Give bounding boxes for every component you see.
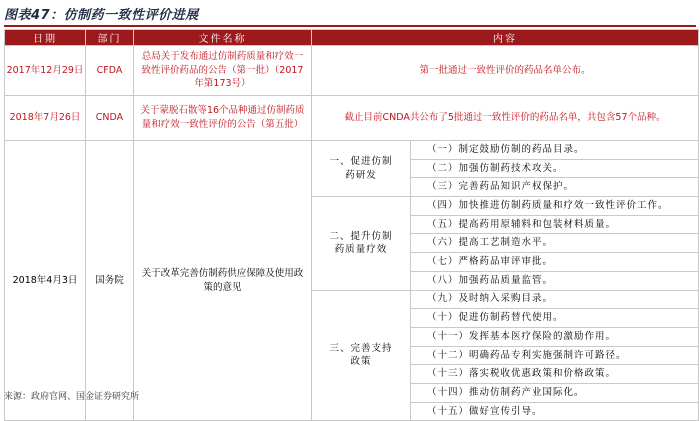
row-dept: CFDA — [86, 46, 134, 96]
policy-item: （七）严格药品审评审批。 — [411, 253, 699, 272]
policy-group-label: 一、促进仿制药研发 — [312, 141, 411, 197]
row-content: 截止目前CNDA共公布了5批通过一致性评价的药品名单，共包含57个品种。 — [312, 96, 699, 141]
row-content: 第一批通过一致性评价的药品名单公布。 — [312, 46, 699, 96]
policy-item: （二）加强仿制药技术攻关。 — [411, 159, 699, 178]
policy-item: （十一）发挥基本医疗保险的激励作用。 — [411, 327, 699, 346]
policy-item: （十三）落实税收优惠政策和价格政策。 — [411, 365, 699, 384]
policy-item: （十）促进仿制药替代使用。 — [411, 309, 699, 328]
policy-dept: 国务院 — [86, 141, 134, 421]
policy-item: （六）提高工艺制造水平。 — [411, 234, 699, 253]
row-date: 2017年12月29日 — [5, 46, 86, 96]
table-row — [5, 96, 699, 141]
policy-table — [4, 29, 699, 421]
policy-doc: 关于改革完善仿制药供应保障及使用政策的意见 — [134, 141, 312, 421]
header-row — [5, 30, 699, 46]
row-date: 2018年7月26日 — [5, 96, 86, 141]
title-underline — [4, 25, 696, 27]
policy-item: （十五）做好宣传引导。 — [411, 402, 699, 421]
figure-title: 图表47：仿制药一致性评价进展 — [4, 8, 199, 23]
policy-item: （八）加强药品质量监管。 — [411, 271, 699, 290]
table-row — [5, 141, 699, 160]
policy-item: （三）完善药品知识产权保护。 — [411, 178, 699, 197]
row-dept: CNDA — [86, 96, 134, 141]
row-doc: 关于蒙脱石散等16个品种通过仿制药质量和疗效一致性评价的公告（第五批） — [134, 96, 312, 141]
table-row — [5, 46, 699, 96]
policy-item: （九）及时纳入采购目录。 — [411, 290, 699, 309]
header-dept: 部门 — [86, 30, 134, 46]
policy-item: （十四）推动仿制药产业国际化。 — [411, 383, 699, 402]
policy-item: （四）加快推进仿制药质量和疗效一致性评价工作。 — [411, 197, 699, 216]
source-note: 来源：政府官网、国金证券研究所 — [4, 392, 140, 402]
policy-item: （五）提高药用原辅料和包装材料质量。 — [411, 215, 699, 234]
header-date: 日期 — [5, 30, 86, 46]
policy-item: （十二）明确药品专利实施强制许可路径。 — [411, 346, 699, 365]
row-doc: 总局关于发布通过仿制药质量和疗效一致性评价药品的公告（第一批）（2017年第173号） — [134, 46, 312, 96]
header-content: 内容 — [312, 30, 699, 46]
policy-group-label: 二、提升仿制药质量疗效 — [312, 197, 411, 290]
policy-item: （一）制定鼓励仿制的药品目录。 — [411, 141, 699, 160]
policy-group-label: 三、完善支持政策 — [312, 290, 411, 421]
policy-date: 2018年4月3日 — [5, 141, 86, 421]
header-doc: 文件名称 — [134, 30, 312, 46]
